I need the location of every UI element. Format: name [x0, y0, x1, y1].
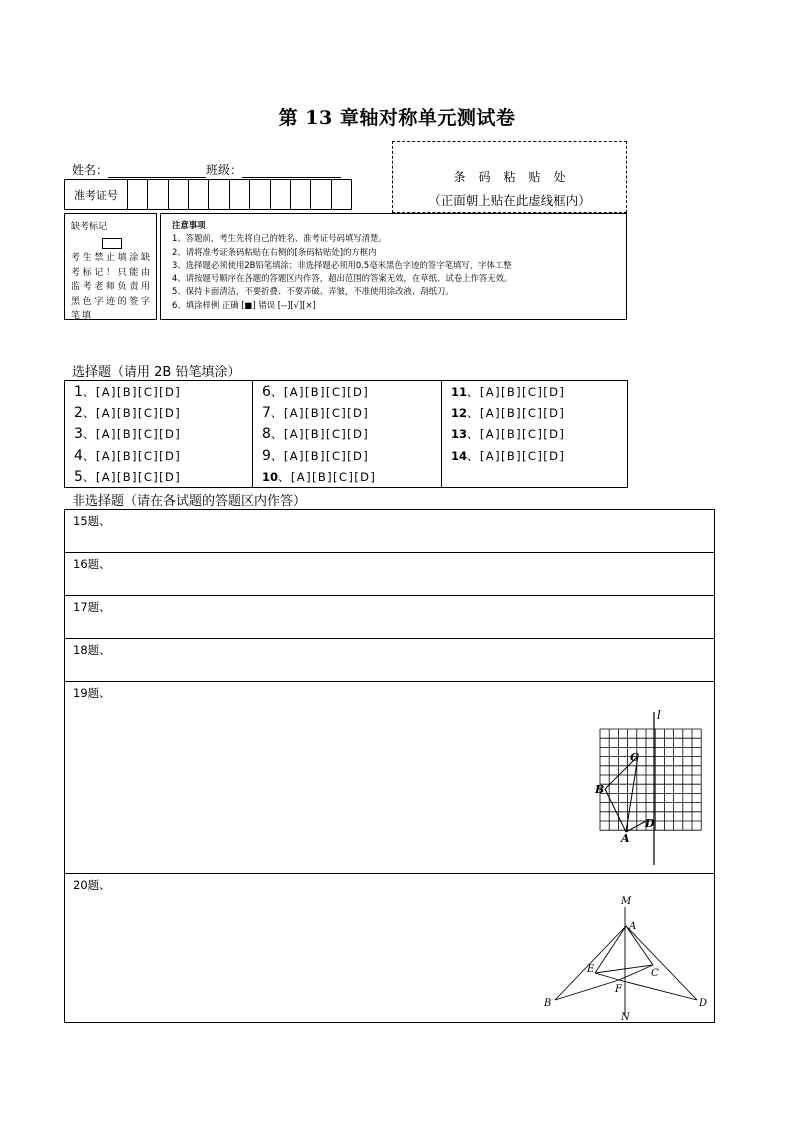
mc-question-row[interactable]: [451, 405, 627, 426]
label-f: F: [615, 984, 622, 995]
mc-options[interactable]: [A][B][C][D]: [283, 448, 370, 463]
barcode-area: [392, 141, 627, 213]
mc-separator: 、: [467, 385, 480, 399]
notice-item: 6、填涂样例 正确 [■] 错误 [--][√][×]: [172, 299, 316, 310]
mc-separator: 、: [82, 448, 96, 463]
mc-question-row[interactable]: [74, 448, 252, 469]
absent-mark-title: 缺考标记: [71, 222, 108, 232]
mc-column: [442, 381, 627, 487]
mc-question-row[interactable]: [74, 405, 252, 426]
mc-question-row[interactable]: [262, 426, 441, 447]
name-field[interactable]: [108, 165, 206, 178]
question-label: 20题、: [73, 878, 111, 892]
label-a: A: [629, 921, 637, 932]
mc-question-number: 7: [262, 405, 271, 422]
mc-separator: 、: [270, 385, 284, 399]
mc-question-row[interactable]: [262, 469, 441, 490]
absent-mark-box: [64, 213, 157, 320]
notice-item: 3、选择题必须使用2B铅笔填涂；非选择题必须用0.5毫米黑色字迹的签字笔填写，字体工整: [172, 259, 512, 270]
barcode-title: 条码粘贴处: [453, 170, 579, 184]
mc-column: [65, 381, 253, 487]
mc-question-number: 5: [74, 468, 83, 485]
notice-box: [160, 213, 627, 320]
mc-separator: 、: [270, 406, 284, 421]
mc-options[interactable]: [A][B][C][D]: [479, 385, 566, 399]
answer-box-15[interactable]: [65, 510, 714, 553]
mc-question-number: 13: [451, 427, 468, 442]
mc-question-row[interactable]: [74, 384, 252, 405]
mc-question-number: 6: [262, 384, 271, 400]
notice-item: 1、答题前，考生先将自己的姓名、准考证号码填写清楚。: [172, 233, 387, 244]
mc-question-number: 3: [74, 426, 83, 443]
answer-box-20[interactable]: [65, 874, 714, 1024]
notice-item: 5、保持卡面清洁，不要折叠、不要弄破、弄皱，不准使用涂改液、刮纸刀。: [172, 286, 454, 297]
mc-options[interactable]: [A][B][C][D]: [283, 385, 370, 399]
label-d: D: [699, 998, 708, 1009]
exam-id-cell[interactable]: [271, 180, 291, 209]
mc-separator: 、: [467, 406, 480, 421]
barcode-instruction: （正面朝上贴在此虚线框内）: [428, 193, 591, 208]
exam-id-cell[interactable]: [169, 180, 189, 209]
exam-id-cell[interactable]: [189, 180, 209, 209]
question-label: 15题、: [73, 514, 111, 528]
mc-question-row[interactable]: [74, 469, 252, 490]
mc-question-number: 1: [74, 384, 83, 400]
answer-box-17[interactable]: [65, 596, 714, 639]
mc-question-row[interactable]: [74, 426, 252, 447]
notice-title: 注意事项: [172, 220, 206, 230]
exam-id-cell[interactable]: [148, 180, 168, 209]
mc-options[interactable]: [A][B][C][D]: [283, 406, 370, 421]
mc-options[interactable]: [A][B][C][D]: [95, 448, 182, 463]
question-label: 16题、: [73, 557, 111, 571]
page-title: 第 13 章轴对称单元测试卷: [278, 107, 516, 129]
label-d: D: [645, 817, 655, 830]
question-label: 18题、: [73, 643, 111, 657]
mc-separator: 、: [82, 406, 96, 421]
symmetric-triangles-figure: [535, 892, 715, 1024]
exam-id-cell[interactable]: [332, 180, 351, 209]
mc-question-row[interactable]: [262, 384, 441, 405]
mc-question-number: 11: [451, 385, 468, 399]
label-b: B: [544, 998, 552, 1009]
mc-options[interactable]: [A][B][C][D]: [95, 469, 182, 484]
exam-id-cell[interactable]: [128, 180, 148, 209]
class-field[interactable]: [242, 165, 341, 178]
mc-column: [253, 381, 442, 487]
mc-question-row[interactable]: [262, 448, 441, 469]
mc-question-number: 4: [74, 447, 83, 464]
mc-options[interactable]: [A][B][C][D]: [95, 427, 182, 442]
label-e: E: [587, 964, 595, 975]
name-label: 姓名：: [72, 163, 109, 177]
exam-id-cell[interactable]: [291, 180, 311, 209]
mc-question-number: 14: [451, 448, 468, 463]
mc-options[interactable]: [A][B][C][D]: [479, 406, 566, 421]
mc-question-number: 2: [74, 405, 83, 422]
triangle-abc: [605, 756, 638, 832]
exam-id-cell[interactable]: [311, 180, 331, 209]
mc-question-number: 10: [262, 469, 279, 484]
mc-heading: 选择题（请用 2B 铅笔填涂）: [72, 365, 241, 380]
mc-separator: 、: [82, 427, 96, 442]
mc-options[interactable]: [A][B][C][D]: [479, 448, 566, 463]
question-label: 17题、: [73, 600, 111, 614]
mc-question-number: 12: [451, 406, 468, 421]
mc-separator: 、: [270, 448, 284, 463]
exam-id-label: 准考证号: [65, 180, 128, 209]
absent-mark-text: 考生禁止填涂缺考标记！只能由监考老师负责用黑色字迹的签字笔填: [71, 253, 152, 321]
mc-separator: 、: [82, 385, 96, 399]
mc-question-row[interactable]: [262, 405, 441, 426]
label-b: B: [595, 783, 605, 796]
label-c: C: [651, 968, 659, 979]
label-n: N: [621, 1012, 630, 1023]
mc-question-row[interactable]: [451, 426, 627, 447]
answer-area: [64, 509, 715, 1023]
question-label: 19题、: [73, 686, 111, 700]
mc-options[interactable]: [A][B][C][D]: [95, 406, 182, 421]
name-class-row: [72, 161, 341, 178]
exam-id-cell[interactable]: [230, 180, 250, 209]
class-label: 班级：: [206, 163, 243, 177]
mc-separator: 、: [278, 469, 291, 484]
label-l: l: [657, 708, 661, 722]
mc-question-number: 9: [262, 447, 271, 464]
exam-id-cells: [128, 180, 351, 209]
mc-options[interactable]: [A][B][C][D]: [283, 427, 370, 442]
mc-options[interactable]: [A][B][C][D]: [95, 385, 182, 399]
grid-lines: [600, 729, 701, 830]
mc-separator: 、: [467, 427, 480, 442]
answer-box-19[interactable]: [65, 682, 714, 874]
absent-mark-checkbox[interactable]: [102, 238, 122, 249]
mc-options[interactable]: [A][B][C][D]: [290, 469, 377, 484]
exam-id-cell[interactable]: [250, 180, 270, 209]
label-m: M: [621, 896, 632, 907]
label-a: A: [621, 832, 630, 845]
mc-separator: 、: [467, 448, 480, 463]
grid-reflection-figure: [588, 707, 708, 867]
mc-separator: 、: [270, 427, 284, 442]
mc-options[interactable]: [A][B][C][D]: [479, 427, 566, 442]
answer-box-16[interactable]: [65, 553, 714, 596]
exam-id-box: [64, 179, 352, 210]
notice-item: 4、请按题号顺序在各题的答题区内作答，超出范围的答案无效，在草纸、试卷上作答无效。: [172, 273, 513, 284]
label-c: C: [630, 751, 639, 764]
exam-id-cell[interactable]: [209, 180, 229, 209]
mc-question-number: 8: [262, 426, 271, 443]
mc-question-row[interactable]: [451, 448, 627, 469]
mc-question-row[interactable]: [451, 384, 627, 405]
answer-box-18[interactable]: [65, 639, 714, 682]
nonmc-heading: 非选择题（请在各试题的答题区内作答）: [72, 494, 307, 509]
mc-answer-grid: [64, 380, 628, 488]
notice-item: 2、请将准考证条码粘贴在右侧的[条码粘贴处]的方框内: [172, 246, 377, 257]
mc-separator: 、: [82, 469, 96, 484]
